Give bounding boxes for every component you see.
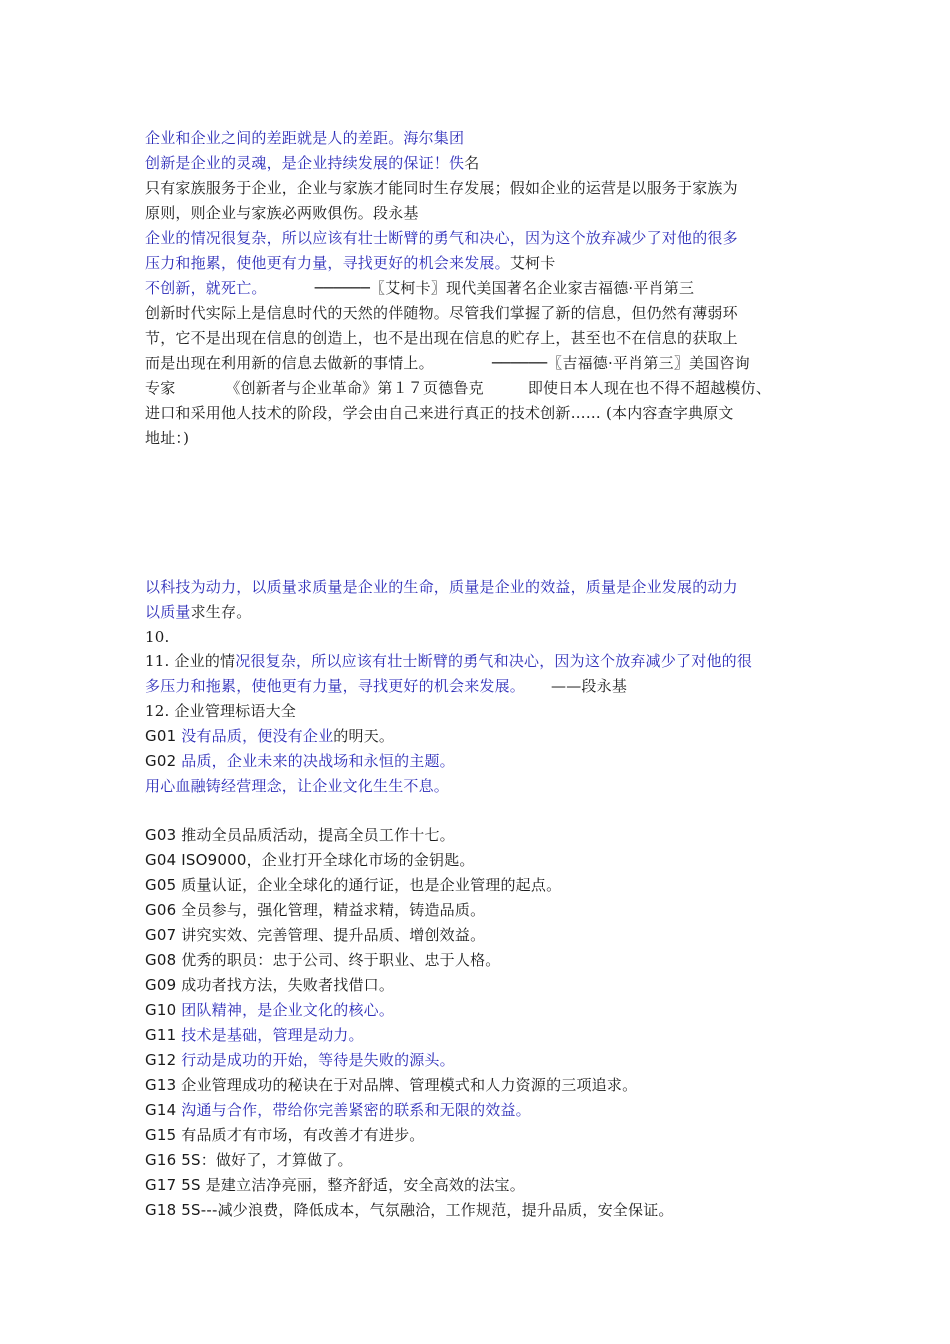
slogan-text: 企业管理成功的秘诀在于对品牌、管理模式和人力资源的三项追求。 [181,1076,638,1094]
paragraph-innovation-line6: 地址：) [145,429,190,447]
slogan-text: ：做好了，才算做了。 [200,1151,353,1169]
quote-innovate-or-die [145,276,694,300]
slogan-row [145,823,455,847]
slogan-text: 是建立洁净亮丽，整齐舒适，安全高效的法宝。 [205,1176,525,1194]
item-11-prefix: 11. 企业的情 [145,652,236,670]
slogan-text: 质量认证，企业全球化的通行证，也是企业管理的起点。 [181,876,562,894]
slogan-text: 优秀的职员：忠于公司、终于职业、忠于人格。 [181,951,501,969]
quote-quality-text: 以质量 [145,603,191,621]
slogan-code: G16 5S [145,1151,201,1169]
item-11-author: ——段永基 [551,677,628,695]
slogan-row [145,1198,674,1222]
slogan-code: G01 [145,727,182,745]
slogan-text: 讲究实效、完善管理、提升品质、增创效益。 [181,926,486,944]
slogan-code: G11 [145,1026,182,1044]
slogan-text: 成功者找方法，失败者找借口。 [181,976,395,994]
slogan-row [145,948,500,972]
quote-quality-tail: 求生存。 [190,603,252,621]
slogan-text: 品质，企业未来的决战场和永恒的主题。 [181,752,455,770]
slogan-code: G07 [145,926,182,944]
slogan-text-tail: 的明天。 [333,727,395,745]
paragraph-innovation-line4 [145,376,771,400]
slogan-code: G12 [145,1051,182,1069]
quote-innovate-source: ──────〖艾柯卡〗现代美国著名企业家吉福德·平肖第三 [314,279,695,297]
slogan-row [145,1023,364,1047]
slogan-code: G03 [145,826,182,844]
paragraph-innovation-line3 [145,351,750,375]
quote-quality-line2 [145,600,251,624]
slogan-text: 行动是成功的开始，等待是失败的源头。 [181,1051,455,1069]
item-10: 10. [145,628,170,646]
slogan-text: 没有品质，便没有企业 [181,727,334,745]
paragraph-innovation-source: ──────〖吉福德·平肖第三〗美国咨询 [491,354,750,372]
slogan-row [145,1148,353,1172]
quote-innovation-tail: 名 [464,154,480,172]
source-expert: 专家 [145,379,176,397]
slogan-row [145,1123,424,1147]
slogan-row [145,973,394,997]
quote-complex-author: 艾柯卡 [509,254,556,272]
slogan-code: G15 [145,1126,182,1144]
slogan-row [145,1173,525,1197]
slogan-code: G04 ISO9000 [145,851,247,869]
slogan-row [145,1073,637,1097]
item-11-line1 [145,649,752,673]
slogan-row [145,848,475,872]
slogan-text: 减少浪费，降低成本，气氛融洽，工作规范，提升品质，安全保证。 [217,1201,674,1219]
quote-innovation-text: 创新是企业的灵魂，是企业持续发展的保证！佚 [145,154,465,172]
item-12-heading: 12. 企业管理标语大全 [145,702,297,720]
quote-complex-line2 [145,251,555,275]
slogan-code: G02 [145,752,182,770]
slogan-code: G08 [145,951,182,969]
quote-family-line1: 只有家族服务于企业，企业与家族才能同时生存发展；假如企业的运营是以服务于家族为 [145,179,738,197]
quote-quality-line1: 以科技为动力，以质量求质量是企业的生命，质量是企业的效益，质量是企业发展的动力 [145,578,738,596]
quote-innovation-soul [145,151,479,175]
paragraph-innovation-line2: 节，它不是出现在信息的创造上，也不是出现在信息的贮存上，甚至也不在信息的获取上 [145,329,738,347]
paragraph-japan-start: 即使日本人现在也不得不超越模仿、 [527,379,772,397]
slogan-row [145,873,561,897]
slogan-code: G14 [145,1101,182,1119]
quote-complex-text: 压力和拖累，使他更有力量，寻找更好的机会来发展。 [145,254,510,272]
item-11-text: 况很复杂，所以应该有壮士断臂的勇气和决心，因为这个放弃减少了对他的很 [235,652,753,670]
slogan-text: 沟通与合作，带给你完善紧密的联系和无限的效益。 [181,1101,531,1119]
slogan-row [145,898,485,922]
slogan-text: 团队精神，是企业文化的核心。 [181,1001,395,1019]
slogan-text: 全员参与，强化管理，精益求精，铸造品质。 [181,901,486,919]
source-book: 《创新者与企业革命》第１７页德鲁克 [225,379,484,397]
slogan-code: G18 5S--- [145,1201,218,1219]
slogan-code: G09 [145,976,182,994]
slogan-text: ，企业打开全球化市场的金钥匙。 [246,851,475,869]
slogan-code: G05 [145,876,182,894]
quote-innovate-text: 不创新，就死亡。 [145,279,267,297]
slogan-row [145,923,485,947]
slogan-g01 [145,724,394,748]
slogan-text: 技术是基础，管理是动力。 [181,1026,364,1044]
slogan-code: G06 [145,901,182,919]
paragraph-innovation-line5: 进口和采用他人技术的阶段，学会由自己来进行真正的技术创新…… (本内容查字典原文 [145,404,734,422]
slogan-g02 [145,749,455,773]
slogan-code: G10 [145,1001,182,1019]
quote-haier: 企业和企业之间的差距就是人的差距。海尔集团 [145,129,465,147]
slogan-row [145,998,394,1022]
item-11-text-cont: 多压力和拖累，使他更有力量，寻找更好的机会来发展。 [145,677,526,695]
quote-complex-line1: 企业的情况很复杂，所以应该有壮士断臂的勇气和决心，因为这个放弃减少了对他的很多 [145,229,738,247]
slogan-row [145,1098,531,1122]
paragraph-innovation-text: 而是出现在利用新的信息去做新的事情上。 [145,354,434,372]
item-11-line2 [145,674,627,698]
slogan-text: 有品质才有市场，有改善才有进步。 [181,1126,425,1144]
paragraph-innovation-line1: 创新时代实际上是信息时代的天然的伴随物。尽管我们掌握了新的信息，但仍然有薄弱环 [145,304,738,322]
slogan-code: G17 5S [145,1176,206,1194]
slogan-code: G13 [145,1076,182,1094]
slogan-text: 推动全员品质活动，提高全员工作十七。 [181,826,455,844]
quote-family-line2: 原则，则企业与家族必两败俱伤。段永基 [145,204,419,222]
slogan-culture: 用心血融铸经营理念，让企业文化生生不息。 [145,777,450,795]
slogan-row [145,1048,455,1072]
